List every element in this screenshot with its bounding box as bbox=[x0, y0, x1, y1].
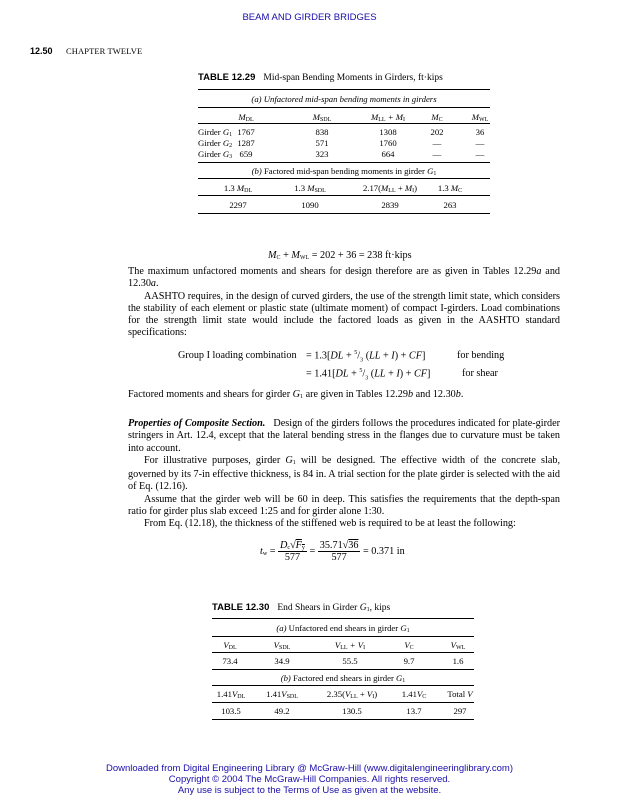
table-cell: 49.2 bbox=[274, 706, 290, 716]
paragraph-6: Assume that the girder web will be 60 in deep. This satisfies the requirements that the depth-span ratio for girder plus slab exceed 1:25 and for girder alone 1:30. bbox=[128, 493, 560, 518]
table-cell: 103.5 bbox=[221, 706, 241, 716]
section-heading: Properties of Composite Section. bbox=[128, 418, 266, 429]
table-cell: — bbox=[475, 138, 485, 148]
table-cell: 1090 bbox=[301, 200, 319, 210]
table-cell: — bbox=[432, 149, 442, 159]
col-header-factored-m-ll: 2.17(MLL + MI) bbox=[362, 183, 418, 194]
table-cell: 1308 bbox=[379, 127, 397, 137]
table-cell: 73.4 bbox=[222, 656, 238, 666]
col-header-m-c: MC bbox=[431, 112, 443, 123]
table-rule bbox=[212, 702, 474, 703]
table-cell: 664 bbox=[381, 149, 395, 159]
table-rule bbox=[198, 89, 490, 90]
col-header-v-ll-vi: VLL + VI bbox=[334, 640, 366, 651]
col-header-total-v: Total V bbox=[447, 689, 473, 699]
table-rule bbox=[212, 669, 474, 670]
fraction-numeric: $\frac{35.71√36}{577}$ bbox=[319, 540, 359, 563]
row-label-girder-g2: Girder G2 bbox=[198, 138, 233, 149]
table-cell: 571 bbox=[315, 138, 329, 148]
running-head: BEAM AND GIRDER BRIDGES bbox=[242, 12, 377, 23]
row-label-girder-g1: Girder G1 bbox=[198, 127, 233, 138]
equation-mc: MC + MWL = 202 + 36 = 238 ft·kips bbox=[268, 250, 412, 261]
table-cell: 1.6 bbox=[452, 656, 464, 666]
table-12-30-part-b-title: (b) Factored end shears in girder G1 bbox=[280, 673, 406, 684]
table-rule bbox=[212, 719, 474, 720]
section-composite: Properties of Composite Section. Design of the girders follows the procedures indicated for plate-girder stringers in Art. 12.4, except that the lateral bending stress in the flanges due to curvature must be taken into account. For illustrative purposes, girder G1 will be designed. The effective width of the concrete slab, governed by its 7-in effective thickness, is 84 in. A trial section for the plate girder is selected with the aid of Eq. (12.16). Assume that the girder web will be 60 in deep. This satisfies the requirements that the depth-span ratio for girder plus slab exceed 1:25 and for girder alone 1:30. From Eq. (12.18), the thickness of the stiffened web is required to be at least the following: bbox=[128, 418, 560, 530]
col-header-v-c: VC bbox=[404, 640, 414, 651]
paragraph-1: The maximum unfactored moments and shears for design therefore are as given in Tables 12.29a and 12.30a. AASHTO requires, in the design of curved girders, the use of the strength limit state, which considers the stability of each element or plastic state (ultimate moment) of compact I-girders. Load combinations for the strength limit state would include the factored loads as given in the AASHTO standard specifications: bbox=[128, 266, 561, 339]
table-cell: 130.5 bbox=[342, 706, 362, 716]
table-12-30-part-a-title: (a) Unfactored end shears in girder G1 bbox=[276, 623, 410, 634]
col-header-v-wl: VWL bbox=[450, 640, 466, 651]
table-rule bbox=[212, 685, 474, 686]
equation-group-line2: = $1.41[DL + ^5/_3$ (LL + I) + CF] bbox=[306, 368, 431, 382]
col-header-factored-v-c: 1.41VC bbox=[401, 689, 427, 700]
equation-tw: tw = $\frac{Dc√Fy}{577}$ = $\frac{35.71√36}{577}$ = 0.371 in bbox=[260, 540, 405, 563]
table-rule bbox=[198, 107, 490, 108]
col-header-m-dl: MDL bbox=[238, 112, 254, 123]
footer bbox=[0, 763, 619, 796]
col-header-factored-v-ll: 2.35(VLL + VI) bbox=[326, 689, 378, 700]
table-cell: 1767 bbox=[237, 127, 255, 137]
col-header-m-ll-mi: MLL + MI bbox=[370, 112, 406, 123]
table-rule bbox=[212, 636, 474, 637]
page-number: 12.50 bbox=[30, 46, 53, 56]
col-header-v-sdl: VSDL bbox=[273, 640, 291, 651]
table-cell: 55.5 bbox=[342, 656, 358, 666]
col-header-factored-m-dl: 1.3 MDL bbox=[223, 183, 253, 194]
chapter-label: CHAPTER TWELVE bbox=[66, 46, 143, 56]
table-12-29-part-a-title: (a) Unfactored mid-span bending moments in girders bbox=[251, 94, 437, 104]
paragraph-7: From Eq. (12.18), the thickness of the stiffened web is required to be at least the following: bbox=[144, 518, 516, 530]
table-cell: 297 bbox=[453, 706, 467, 716]
table-12-29-label: TABLE 12.29 bbox=[198, 72, 256, 83]
table-12-29-caption bbox=[198, 72, 443, 83]
table-cell: 202 bbox=[430, 127, 444, 137]
table-cell: 659 bbox=[239, 149, 253, 159]
equation-note-bending: for bending bbox=[457, 350, 505, 361]
col-header-factored-m-c: 1.3 MC bbox=[437, 183, 463, 194]
col-header-v-dl: VDL bbox=[223, 640, 237, 651]
footer-download-link[interactable]: Downloaded from Digital Engineering Library @ McGraw-Hill (www.digitalengineeringlibrary.com) bbox=[105, 763, 514, 774]
table-cell: 2839 bbox=[381, 200, 399, 210]
equation-group-label: Group I loading combination bbox=[178, 350, 297, 361]
table-cell: 13.7 bbox=[406, 706, 422, 716]
table-cell: 34.9 bbox=[274, 656, 290, 666]
table-cell: 323 bbox=[315, 149, 329, 159]
table-cell: 1760 bbox=[379, 138, 397, 148]
col-header-m-wl: MWL bbox=[471, 112, 489, 123]
col-header-m-sdl: MSDL bbox=[312, 112, 332, 123]
table-cell: 263 bbox=[443, 200, 457, 210]
col-header-factored-v-dl: 1.41VDL bbox=[216, 689, 246, 700]
col-header-factored-v-sdl: 1.41VSDL bbox=[266, 689, 298, 700]
equation-note-shear: for shear bbox=[462, 368, 498, 379]
table-12-30-label: TABLE 12.30 bbox=[212, 602, 270, 613]
table-12-30-title: End Shears in Girder G1, kips bbox=[277, 603, 391, 613]
row-label-girder-g3: Girder G3 bbox=[198, 149, 233, 160]
equation-group-line1: = $1.3[DL + ^5/_3$ (LL + I) + CF] bbox=[306, 350, 426, 364]
table-cell: 2297 bbox=[229, 200, 247, 210]
col-header-factored-m-sdl: 1.3 MSDL bbox=[294, 183, 326, 194]
table-rule bbox=[198, 162, 490, 163]
paragraph-3: Factored moments and shears for girder G1 are given in Tables 12.29b and 12.30b. bbox=[128, 389, 464, 400]
table-rule bbox=[198, 213, 490, 214]
table-cell: — bbox=[475, 149, 485, 159]
table-12-30-caption bbox=[212, 602, 390, 613]
table-rule bbox=[198, 178, 490, 179]
table-cell: 838 bbox=[315, 127, 329, 137]
table-rule bbox=[212, 618, 474, 619]
table-rule bbox=[198, 123, 490, 124]
table-cell: 1287 bbox=[237, 138, 255, 148]
table-12-29-part-b-title: (b) Factored mid-span bending moments in girder G1 bbox=[251, 166, 437, 177]
footer-terms-link[interactable]: Any use is subject to the Terms of Use as given at the website. bbox=[177, 785, 442, 796]
footer-copyright: Copyright © 2004 The McGraw-Hill Companies. All rights reserved. bbox=[168, 774, 451, 785]
table-cell: 9.7 bbox=[403, 656, 415, 666]
table-cell: 36 bbox=[475, 127, 485, 137]
fraction-dc-fy: $\frac{Dc√Fy}{577}$ bbox=[280, 540, 305, 563]
table-rule bbox=[198, 195, 490, 196]
table-cell: — bbox=[432, 138, 442, 148]
table-12-29-title: Mid-span Bending Moments in Girders, ft·kips bbox=[263, 73, 443, 83]
table-rule bbox=[212, 652, 474, 653]
